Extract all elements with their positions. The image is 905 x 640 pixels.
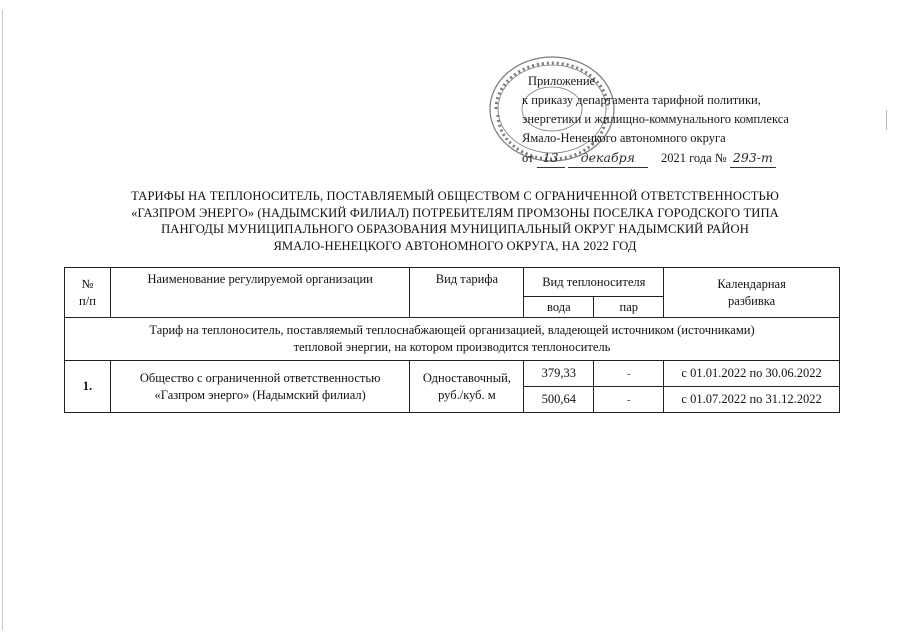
water-price: 500,64 — [524, 387, 594, 413]
row-number: 1. — [65, 361, 111, 413]
date-prefix: от — [522, 151, 534, 165]
water-price: 379,33 — [524, 361, 594, 387]
title-line-3: ПАНГОДЫ МУНИЦИПАЛЬНОГО ОБРАЗОВАНИЯ МУНИЦИПАЛЬНЫЙ ОКРУГ НАДЫМСКИЙ РАЙОН — [161, 222, 749, 236]
steam-price: - — [594, 361, 664, 387]
order-number: 293-т — [730, 148, 776, 168]
date-month: декабря — [568, 148, 648, 168]
header-number: № п/п — [65, 268, 111, 318]
tariff-type: Одноставочный, руб./куб. м — [410, 361, 524, 413]
header-organization: Наименование регулируемой организации — [110, 268, 409, 318]
appendix-line-4: Ямало-Ненецкого автономного округа — [522, 131, 726, 145]
title-line-4: ЯМАЛО-НЕНЕЦКОГО АВТОНОМНОГО ОКРУГА, НА 2022 ГОД — [273, 238, 637, 253]
appendix-block — [522, 72, 842, 168]
title-line-2: «ГАЗПРОМ ЭНЕРГО» (НАДЫМСКИЙ ФИЛИАЛ) ПОТРЕБИТЕЛЯМ ПРОМЗОНЫ ПОСЕЛКА ГОРОДСКОГО ТИПА — [131, 205, 779, 220]
document-title — [60, 188, 850, 254]
table-row — [65, 361, 840, 387]
period: с 01.07.2022 по 31.12.2022 — [664, 387, 840, 413]
header-steam: пар — [594, 297, 664, 318]
steam-price: - — [594, 387, 664, 413]
tariff-table — [64, 267, 840, 413]
header-water: вода — [524, 297, 594, 318]
header-carrier-type: Вид теплоносителя — [524, 268, 664, 297]
appendix-date-line — [522, 148, 842, 168]
date-day: 13 — [537, 148, 565, 168]
header-period: Календарная разбивка — [664, 268, 840, 318]
scan-mark-right — [886, 110, 887, 130]
organization-name: Общество с ограниченной ответственностью «Газпром энерго» (Надымский филиал) — [110, 361, 409, 413]
section-caption: Тариф на теплоноситель, поставляемый теплоснабжающей организацией, владеющей источником (источниками) тепловой энергии, на котором производится теплоноситель — [65, 318, 840, 361]
table-header-row — [65, 268, 840, 297]
period: с 01.01.2022 по 30.06.2022 — [664, 361, 840, 387]
section-row — [65, 318, 840, 361]
appendix-line-2: к приказу департамента тарифной политики, — [522, 93, 761, 107]
header-tariff-type: Вид тарифа — [410, 268, 524, 318]
appendix-line-3: энергетики и жилищно-коммунального комплекса — [522, 112, 789, 126]
scan-edge-left — [2, 10, 3, 630]
date-year: 2021 года № — [660, 151, 727, 165]
appendix-title: Приложение — [528, 74, 596, 88]
title-line-1: ТАРИФЫ НА ТЕПЛОНОСИТЕЛЬ, ПОСТАВЛЯЕМЫЙ ОБЩЕСТВОМ С ОГРАНИЧЕННОЙ ОТВЕТСТВЕННОСТЬЮ — [131, 189, 779, 203]
